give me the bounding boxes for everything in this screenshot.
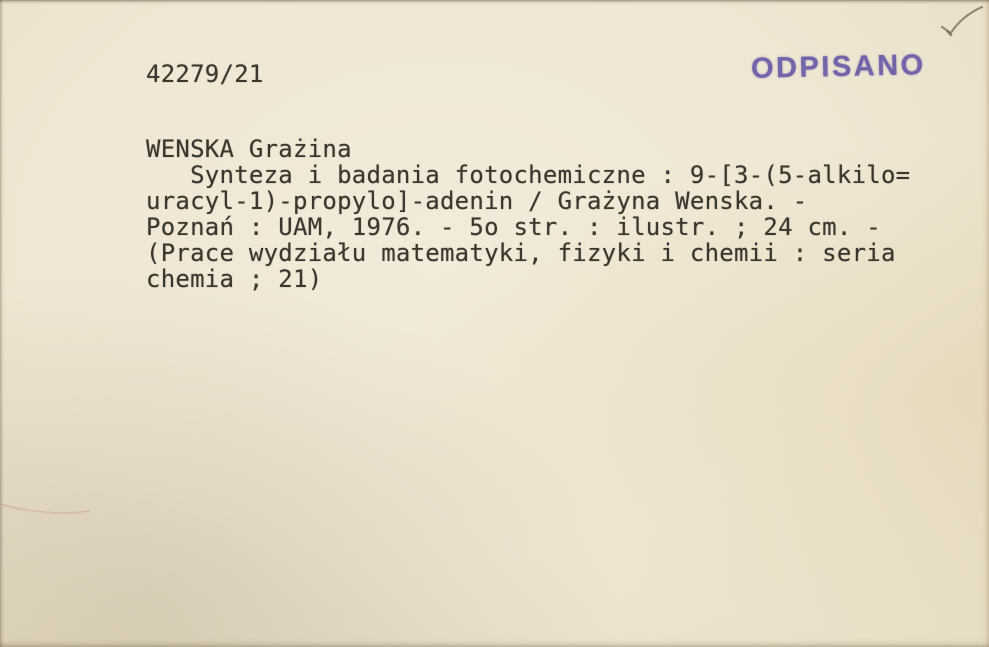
paper-crease xyxy=(0,494,90,522)
bib-line-series-1: (Prace wydziału matematyki, fizyki i chemii : seria xyxy=(146,239,896,267)
bibliographic-entry xyxy=(146,135,910,291)
bib-line-imprint: Poznań : UAM, 1976. - 5o str. : ilustr. ; 24 cm. - xyxy=(146,213,881,241)
bib-line-title-1: Synteza i badania fotochemiczne : 9-[3-(5-alkilo= xyxy=(146,161,911,189)
bib-line-series-2: chemia ; 21) xyxy=(146,265,323,293)
bib-line-author: WENSKA Grażina xyxy=(146,135,352,163)
pencil-check-icon xyxy=(938,3,986,45)
call-number: 42279/21 xyxy=(146,60,264,88)
bib-line-title-2: uracyl-1)-propylo]-adenin / Grażyna Wenska. - xyxy=(146,187,808,215)
odpisano-stamp: ODPISANO xyxy=(750,49,926,85)
